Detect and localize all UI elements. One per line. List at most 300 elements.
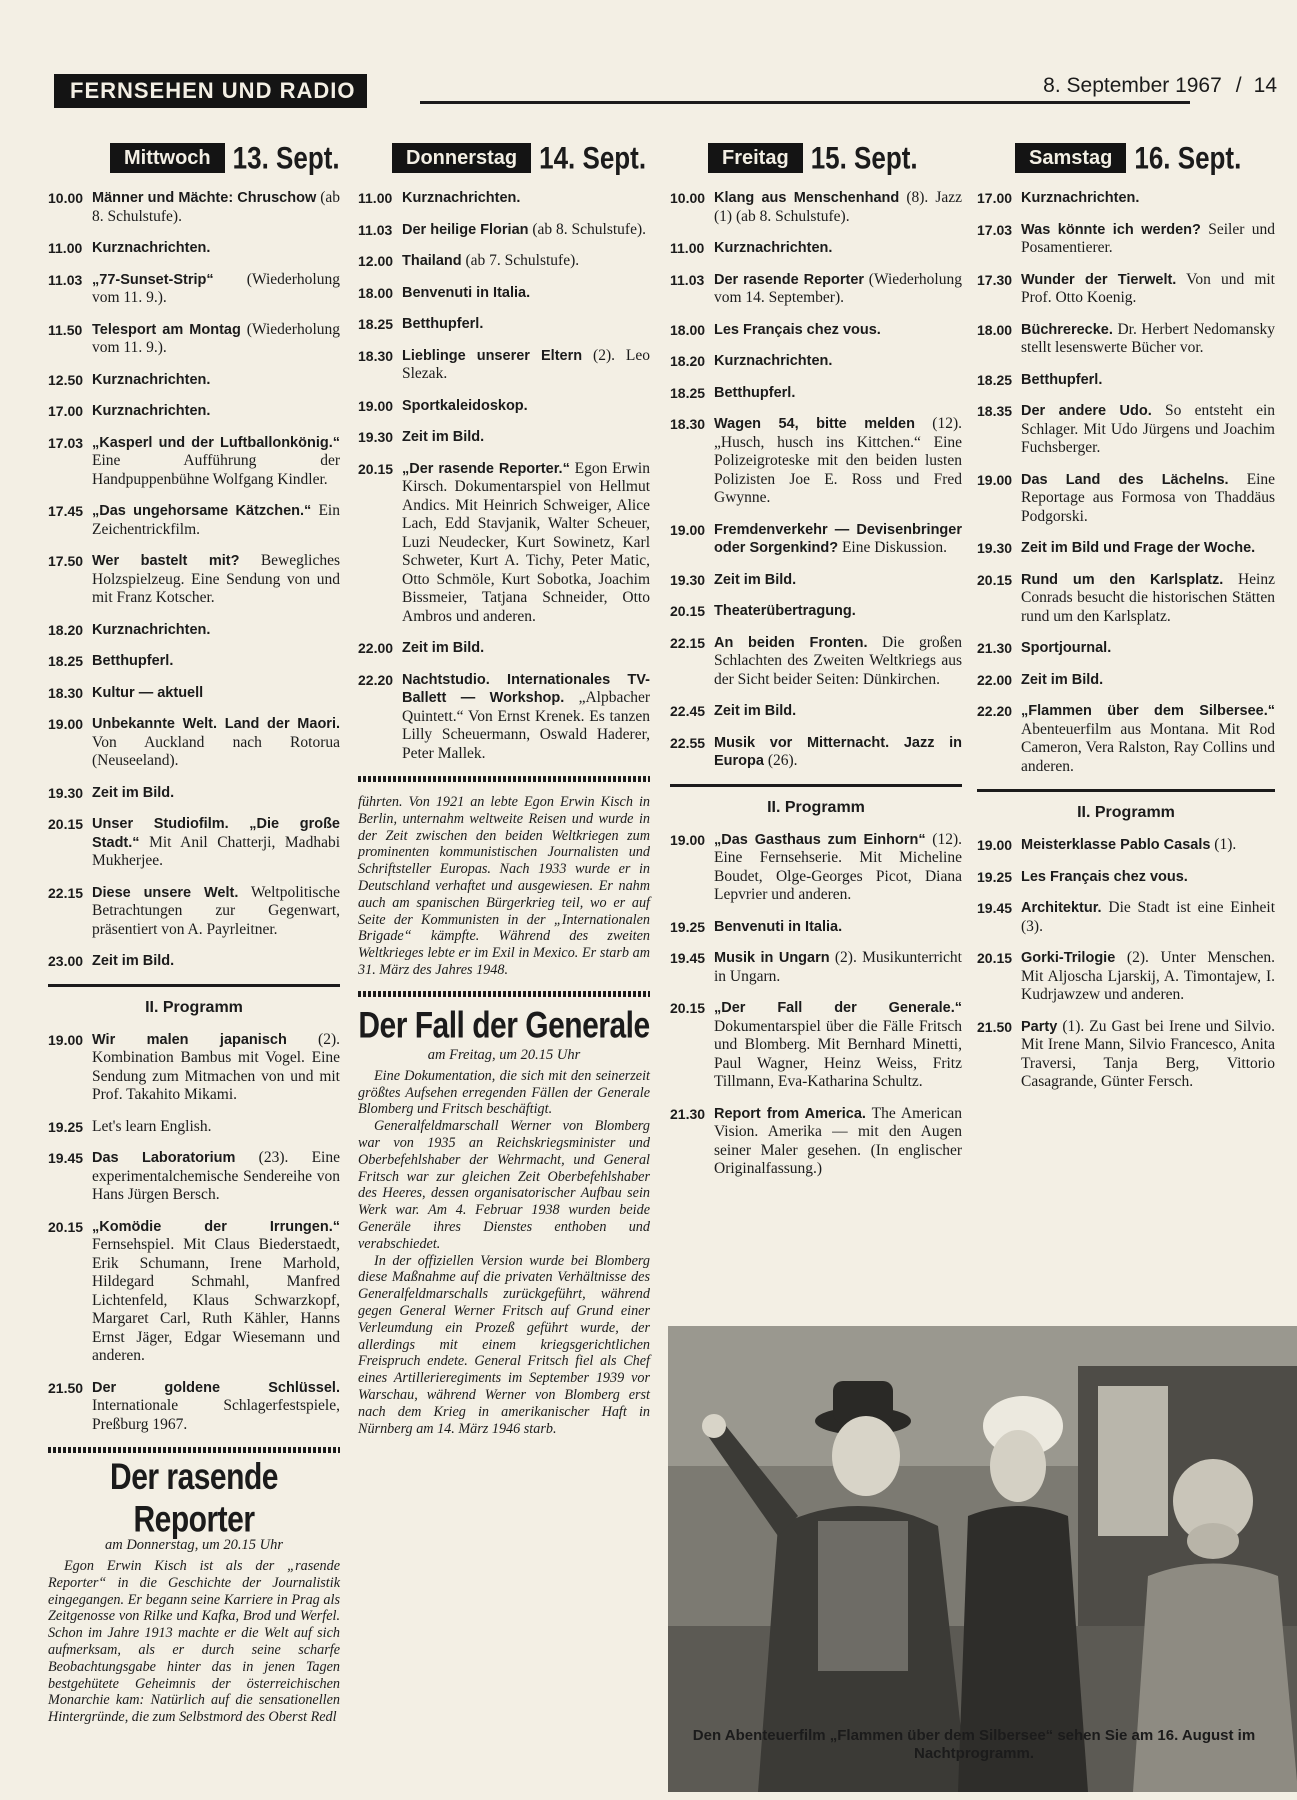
program-text	[92, 784, 340, 803]
program-description: (2). Unter Menschen. Mit Aljoscha Ljarskij, A. Timontajew, I. Kudrjawzew und anderen.	[1021, 949, 1275, 1003]
program-time: 20.15	[670, 603, 706, 619]
article-subtitle: am Freitag, um 20.15 Uhr	[427, 1046, 581, 1063]
program-entry	[48, 271, 340, 308]
program-title: Thailand	[402, 253, 462, 269]
program-time: 11.03	[358, 221, 393, 238]
program-description: Mit Anil Chatterji, Madhabi Mukherjee.	[92, 833, 340, 869]
program-text	[402, 189, 650, 208]
program-text	[402, 639, 650, 658]
program-text	[92, 239, 340, 258]
program-description: Dokumentarspiel über die Fälle Fritsch und Blomberg. Mit Bernhard Minetti, Paul Wagner, Heinz Weiss, Fritz Tillmann, Eva-Katharina Schultz.	[714, 1017, 962, 1090]
program-time: 18.20	[48, 621, 84, 638]
program-list	[670, 189, 962, 771]
program-time: 11.00	[670, 240, 705, 256]
program-text	[1021, 371, 1275, 390]
program-text	[402, 428, 650, 447]
program-entry	[48, 1031, 340, 1105]
program-text	[402, 671, 650, 764]
program-time: 18.30	[48, 684, 84, 701]
program-title: Klang aus Menschenhand	[714, 190, 900, 206]
program-time: 19.00	[48, 716, 84, 732]
program-title: „Kasperl und der Luftballonkönig.“	[92, 434, 340, 451]
section-label: FERNSEHEN UND RADIO	[54, 74, 367, 108]
program-description: (1).	[1214, 836, 1237, 853]
program-text	[1021, 402, 1275, 458]
program-time: 19.00	[48, 1031, 84, 1048]
program-title: Kurznachrichten.	[92, 240, 211, 256]
program-title: Was könnte ich werden?	[1021, 221, 1201, 238]
program-title: Kultur — aktuell	[92, 684, 204, 701]
program-time: 12.00	[358, 253, 394, 269]
program-entry	[977, 539, 1275, 558]
program-entry	[48, 371, 340, 390]
program-text	[402, 284, 650, 303]
program-title: Meisterklasse Pablo Casals	[1021, 837, 1211, 853]
program-text	[1021, 189, 1275, 208]
program-text	[714, 734, 962, 771]
program-title: Kurznachrichten.	[1021, 190, 1140, 206]
program-time: 10.00	[48, 190, 84, 206]
program-title: Lieblinge unserer Eltern	[402, 347, 583, 364]
program-entry	[48, 239, 340, 258]
program2-list	[977, 836, 1275, 1092]
program-description: Von und mit Prof. Otto Koenig.	[1021, 270, 1275, 306]
program-time: 19.25	[48, 1118, 84, 1135]
program-text	[92, 402, 340, 421]
program-description: (12). Eine Fernsehserie. Mit Micheline Boudet, Olge-Georges Picot, Diana Lepvrier und anderen.	[714, 830, 962, 903]
program-text	[92, 189, 340, 226]
program-text	[1021, 571, 1275, 627]
program-title: Der rasende Reporter	[714, 271, 865, 288]
program-time: 21.30	[977, 640, 1013, 656]
program-description: (1). Zu Gast bei Irene und Silvio. Mit Irene Mann, Silvio Francesco, Anita Traversi, Tanja Berg, Vittorio Casagrande, Günter Fersch.	[1021, 1017, 1275, 1090]
program-text	[92, 1379, 340, 1435]
program-time: 19.45	[977, 900, 1013, 916]
program-entry	[358, 252, 650, 271]
header-date: 8. September 1967 / 14	[1043, 74, 1277, 97]
program-title: Zeit im Bild.	[92, 784, 175, 801]
program-time: 18.25	[358, 316, 394, 332]
film-still-photo	[668, 1326, 1297, 1792]
program-title: Das Land des Lächelns.	[1021, 471, 1229, 488]
program-text	[1021, 321, 1275, 358]
program-entry	[977, 702, 1275, 776]
program-time: 22.55	[670, 734, 706, 751]
day-header	[1015, 137, 1275, 177]
program-time: 19.00	[670, 831, 706, 848]
program-title: Zeit im Bild.	[714, 571, 797, 588]
program-entry	[670, 189, 962, 226]
program-time: 19.30	[670, 571, 706, 588]
program-entry	[977, 571, 1275, 627]
program-time: 18.20	[670, 353, 706, 369]
program-entry	[977, 899, 1275, 936]
column-wednesday	[48, 137, 340, 1726]
program-title: Büchrerecke.	[1021, 321, 1113, 338]
program-title: Betthupferl.	[92, 653, 174, 669]
day-name: Freitag	[708, 143, 803, 173]
program-description: Seiler und Posamentierer.	[1021, 220, 1276, 256]
program-title: „Flammen über dem Silbersee.“	[1021, 703, 1275, 719]
program-title: Rund um den Karlsplatz.	[1021, 571, 1224, 588]
program-text	[92, 552, 340, 608]
program-entry	[977, 371, 1275, 390]
program-time: 17.03	[977, 221, 1013, 238]
program-entry	[358, 397, 650, 416]
program-description: (2). Leo Slezak.	[402, 346, 651, 382]
column-saturday	[977, 137, 1275, 1105]
program-entry	[48, 402, 340, 421]
program-text	[714, 949, 962, 986]
program-description: Fernsehspiel. Mit Claus Biederstaedt, Erik Schumann, Irene Marhold, Hildegard Schmahl, Manfred Lichtenfeld, Klaus Schwarzkopf, Margaret Carl, Ruth Kähler, Hanns Ernst Jäger, Edgar Wiesemann und anderen.	[92, 1236, 340, 1364]
program-text	[92, 684, 340, 703]
header-rule	[420, 101, 1190, 104]
program-time: 17.45	[48, 503, 84, 519]
program-time: 22.15	[48, 884, 84, 901]
program-title: Männer und Mächte: Chruschow	[92, 190, 317, 206]
program-entry	[48, 552, 340, 608]
program-text	[92, 434, 340, 490]
program-time: 22.45	[670, 703, 706, 719]
separator	[670, 784, 962, 787]
program-description: Egon Erwin Kirsch. Dokumentarspiel von Hellmut Andics. Mit Heinrich Schweiger, Alice Lach, Edd Stavjanik, Walter Scheuer, Luzi Neudecker, Kurt Sowinetz, Karl Schweter, Kurt A. Tichy, Peter Matic, Otto Schmöle, Kurt Sobotka, Joachim Bissmeier, Tatjana Schneider, Otto Ambros und anderen.	[402, 459, 650, 625]
program-description: (2). Kombination Bambus mit Vogel. Eine Sendung zum Mitmachen von und mit Prof. Takahito Mikami.	[92, 1030, 340, 1103]
program-text	[402, 347, 650, 384]
program-time: 20.15	[48, 1218, 84, 1235]
day-name: Mittwoch	[110, 143, 225, 173]
program-text	[714, 189, 962, 226]
program-entry	[670, 634, 962, 690]
day-name: Samstag	[1015, 143, 1126, 173]
program-entry	[48, 1379, 340, 1435]
program-time: 22.00	[358, 640, 394, 656]
program-time: 17.00	[48, 403, 84, 419]
article-body: Eine Dokumentation, die sich mit den seinerzeit größtes Aufsehen erregenden Fällen der Generale Blomberg und Fritsch beschäftigt. Generalfeldmarschall Werner von Blomberg war von 1935 an Reichskriegsminister und Oberbefehlshaber der Wehrmacht, und General Fritsch war zur gleichen Zeit Oberbefehlshaber des Heeres, dessen organisatorischer Aufbau sein Werk war. Am 4. Februar 1938 wurden beide Generäle ihres Dienstes enthoben und verabschiedet. In der offiziellen Version wurde bei Blomberg diese Maßnahme auf die privaten Verhältnisse des Generalfeldmarschalls zurückgeführt, während gegen General Werner Fritsch auf Grund einer Verleumdung ein Prozeß geführt wurde, der allerdings mit einem kriegsgerichtlichen Freispruch endete. General Fritsch fiel als Chef eines Artillerieregiments im September 1939 vor Warschau, während Werner von Blomberg erst nach dem Krieg in amerikanischer Haft in Nürnberg am 14. März 1946 starb.	[358, 1067, 650, 1437]
program-title: Das Laboratorium	[92, 1150, 236, 1166]
program-text	[402, 397, 650, 416]
program-time: 18.00	[358, 284, 394, 301]
program-text	[92, 502, 340, 539]
program-title: „Das ungehorsame Kätzchen.“	[92, 503, 312, 519]
program-title: „Der Fall der Generale.“	[714, 1000, 962, 1016]
program-title: Report from America.	[714, 1105, 866, 1122]
program-title: Musik vor Mitternacht. Jazz in Europa	[714, 734, 962, 769]
program-title: Architektur.	[1021, 900, 1102, 916]
program-text	[92, 621, 340, 640]
program-entry	[670, 831, 962, 905]
article-subtitle: am Donnerstag, um 20.15 Uhr	[104, 1537, 284, 1553]
program-title: Fremdenverkehr — Devisenbringer oder Sorgenkind?	[714, 521, 962, 556]
program-title: „Der rasende Reporter.“	[402, 460, 570, 477]
program-time: 18.30	[670, 416, 706, 432]
program-description: Die Stadt ist eine Einheit (3).	[1021, 899, 1275, 935]
day-date: 13. Sept.	[232, 139, 340, 176]
program-entry	[358, 284, 650, 303]
program-entry	[977, 271, 1275, 308]
program-text	[714, 571, 962, 590]
program-text	[92, 815, 340, 871]
program-entry	[670, 271, 962, 308]
program-entry	[977, 189, 1275, 208]
program-entry	[977, 868, 1275, 887]
program-description: So entsteht ein Schlager. Mit Udo Jürgens und Joachim Fuchsberger.	[1021, 402, 1276, 456]
program-text	[714, 918, 962, 937]
program-text	[1021, 271, 1275, 308]
program-entry	[358, 639, 650, 658]
program-title: Sportjournal.	[1021, 640, 1112, 656]
program-title: Zeit im Bild.	[92, 953, 175, 969]
program-entry	[670, 352, 962, 371]
program-description: Heinz Conrads besucht die historischen Stätten rund um den Karlsplatz.	[1021, 570, 1275, 625]
program-text	[92, 1118, 340, 1137]
program-description: (ab 8. Schulstufe).	[532, 220, 647, 238]
program-description: Eine Aufführung der Handpuppenbühne Wolfgang Kindler.	[92, 452, 340, 488]
program-title: Zeit im Bild.	[1021, 671, 1104, 688]
program-description: „Alpbacher Quintett.“ Von Ernst Krenek. Es tanzen Lilly Scheuermann, Oswald Haderer, Peter Mallek.	[402, 689, 650, 762]
program-title: Kurznachrichten.	[92, 621, 211, 638]
program-entry	[48, 321, 340, 358]
program-text	[402, 221, 650, 240]
program-entry	[670, 999, 962, 1092]
separator	[48, 984, 340, 987]
program-title: Musik in Ungarn	[714, 950, 830, 966]
issue-date: 8. September 1967	[1043, 74, 1222, 97]
program-title: Party	[1021, 1018, 1058, 1035]
dotted-separator	[358, 991, 650, 997]
program-time: 20.15	[358, 460, 394, 477]
program-entry	[670, 949, 962, 986]
program-title: Sportkaleidoskop.	[402, 397, 528, 414]
program-time: 18.35	[977, 403, 1013, 419]
program-text	[92, 271, 340, 308]
program-entry	[48, 715, 340, 771]
program-time: 19.25	[670, 918, 706, 935]
program-list	[358, 189, 650, 763]
program-text	[714, 999, 962, 1092]
program-time: 17.50	[48, 553, 84, 569]
program-text	[1021, 471, 1275, 527]
program-entry	[670, 239, 962, 258]
program-text	[714, 239, 962, 258]
program-list	[977, 189, 1275, 776]
separator	[977, 789, 1275, 792]
program-time: 19.00	[977, 837, 1013, 853]
program-entry	[48, 684, 340, 703]
day-header	[708, 137, 962, 177]
program-title: Der goldene Schlüssel.	[92, 1379, 340, 1396]
program-time: 20.15	[977, 571, 1013, 588]
program-description: (2). Musikunterricht in Ungarn.	[714, 949, 962, 985]
program-entry	[48, 652, 340, 671]
program-title: Der andere Udo.	[1021, 403, 1152, 419]
photo-illustration	[668, 1326, 1297, 1792]
program-entry	[48, 189, 340, 226]
program-entry	[48, 815, 340, 871]
article-title: Der rasende Reporter	[110, 1456, 278, 1541]
program-entry	[977, 221, 1275, 258]
program-title: Zeit im Bild.	[402, 640, 485, 656]
program-title: Wer bastelt mit?	[92, 553, 240, 569]
program-text	[714, 384, 962, 403]
program-text	[714, 602, 962, 621]
program-entry	[670, 521, 962, 558]
program-title: Betthupferl.	[402, 316, 484, 332]
program-text	[714, 1105, 962, 1179]
program-title: Kurznachrichten.	[92, 371, 211, 388]
program-entry	[358, 189, 650, 208]
program-text	[1021, 899, 1275, 936]
program-time: 17.03	[48, 434, 84, 451]
program-title: Les Français chez vous.	[714, 321, 881, 338]
program-text	[92, 1218, 340, 1366]
program-description: Eine Reportage aus Formosa von Thaddäus Podgorski.	[1021, 470, 1276, 525]
day-header	[392, 137, 650, 177]
program-time: 22.00	[977, 671, 1013, 688]
program-text	[1021, 949, 1275, 1005]
program-text	[1021, 1018, 1275, 1092]
program2-list	[670, 831, 962, 1179]
program-text	[1021, 539, 1275, 558]
program-time: 17.00	[977, 190, 1013, 206]
program-description: Bewegliches Holzspielzeug. Eine Sendung von und mit Franz Kotscher.	[92, 552, 341, 606]
program-time: 20.15	[48, 816, 84, 832]
program-time: 21.30	[670, 1105, 706, 1122]
program-text	[402, 315, 650, 334]
program2-list	[48, 1031, 340, 1435]
program-text	[714, 321, 962, 340]
program-entry	[670, 918, 962, 937]
program-entry	[48, 952, 340, 971]
program-time: 18.00	[670, 321, 706, 338]
program-entry	[670, 571, 962, 590]
program-entry	[670, 1105, 962, 1179]
day-date: 14. Sept.	[539, 139, 647, 176]
program-title: Zeit im Bild und Frage der Woche.	[1021, 540, 1256, 556]
program-text	[92, 1031, 340, 1105]
program-title: „Das Gasthaus zum Einhorn“	[714, 831, 926, 848]
program-time: 19.30	[358, 429, 394, 445]
program-entry	[48, 502, 340, 539]
program-entry	[670, 321, 962, 340]
program-time: 11.03	[48, 271, 83, 288]
program-description: The American Vision. Amerika — mit den Augen seiner Maler gesehen. (In englischer Originalfassung.)	[714, 1104, 962, 1177]
program-time: 23.00	[48, 953, 84, 969]
program-title: Diese unsere Welt.	[92, 884, 239, 901]
day-header	[110, 137, 340, 177]
program-time: 11.00	[358, 190, 393, 206]
program-description: (ab 8. Schulstufe).	[92, 189, 340, 225]
program-title: Unbekannte Welt. Land der Maori.	[92, 716, 340, 732]
program-description: Eine Diskussion.	[841, 539, 948, 556]
program-title: Wagen 54, bitte melden	[714, 416, 915, 432]
program-entry	[358, 460, 650, 627]
day-date: 16. Sept.	[1134, 139, 1242, 176]
program-time: 11.50	[48, 321, 83, 338]
program-time: 21.50	[977, 1018, 1013, 1035]
program-text	[714, 831, 962, 905]
program-entry	[358, 428, 650, 447]
program-time: 22.20	[977, 703, 1013, 719]
page-number: 14	[1253, 74, 1277, 97]
program-text	[92, 371, 340, 390]
program-description: Weltpolitische Betrachtungen zur Gegenwart, präsentiert von A. Payrleitner.	[92, 883, 340, 938]
program-title: „Komödie der Irrungen.“	[92, 1218, 340, 1235]
program-entry	[670, 384, 962, 403]
program-description: (ab 7. Schulstufe).	[465, 252, 580, 269]
program-time: 19.00	[977, 471, 1013, 488]
program-time: 12.50	[48, 371, 84, 388]
program-time: 20.15	[670, 1000, 706, 1016]
dotted-separator	[48, 1447, 340, 1453]
program-description: (Wiederholung vom 14. September).	[714, 270, 962, 306]
day-date: 15. Sept.	[810, 139, 918, 176]
program-title: Gorki-Trilogie	[1021, 950, 1116, 966]
program-time: 22.15	[670, 634, 706, 651]
column-thursday	[358, 137, 650, 1437]
program-title: Betthupferl.	[1021, 371, 1103, 388]
photo-caption: Den Abenteuerfilm „Flammen über dem Silbersee“ sehen Sie am 16. August im Nachtprogramm.	[692, 1727, 1256, 1762]
program-time: 11.03	[670, 271, 705, 288]
column-friday	[670, 137, 962, 1192]
program-title: Unser Studiofilm. „Die große Stadt.“	[92, 816, 340, 851]
day-name: Donnerstag	[392, 143, 531, 173]
program-title: Kurznachrichten.	[714, 240, 833, 256]
program-time: 18.25	[977, 371, 1013, 388]
program-text	[92, 321, 340, 358]
program-text	[714, 352, 962, 371]
program-text	[92, 1149, 340, 1205]
program-description: (Wiederholung vom 11. 9.).	[92, 270, 340, 306]
program-title: Nachtstudio. Internationales TV-Ballett — Workshop.	[402, 671, 650, 706]
program-entry	[670, 734, 962, 771]
program-text	[714, 271, 962, 308]
program-title: Kurznachrichten.	[714, 353, 833, 369]
program-entry	[358, 315, 650, 334]
program-text	[1021, 836, 1275, 855]
program-text	[92, 952, 340, 971]
program2-heading: II. Programm	[767, 798, 865, 816]
program-time: 17.30	[977, 271, 1013, 288]
program-title: Les Français chez vous.	[1021, 868, 1188, 885]
program-entry	[670, 415, 962, 508]
program-entry	[48, 621, 340, 640]
program-entry	[48, 1149, 340, 1205]
program-description: (12). „Husch, husch ins Kittchen.“ Eine Polizeigroteske mit den beiden lusten Polizisten Joe E. Ross und Fred Gwynne.	[714, 415, 962, 506]
program-time: 20.15	[977, 950, 1013, 966]
program-time: 19.45	[670, 950, 706, 966]
program-description: (Wiederholung vom 11. 9.).	[92, 320, 341, 356]
program-entry	[48, 1218, 340, 1366]
program2-heading: II. Programm	[145, 998, 243, 1016]
program-text	[714, 634, 962, 690]
program-title: „77-Sunset-Strip“	[92, 271, 214, 288]
program-entry	[48, 784, 340, 803]
program-title: Telesport am Montag	[92, 321, 241, 338]
program-title: Betthupferl.	[714, 384, 796, 401]
program-text	[92, 652, 340, 671]
program-title: Theaterübertragung.	[714, 603, 856, 619]
program-text	[714, 702, 962, 721]
program-title: Wir malen japanisch	[92, 1031, 287, 1048]
program-description: Abenteuerfilm aus Montana. Mit Rod Cameron, Vera Ralston, Ray Collins und anderen.	[1021, 720, 1275, 775]
program-description: Die großen Schlachten des Zweiten Weltkriegs aus der Sicht beider Seiten: Dünkirchen.	[714, 633, 963, 688]
program-text	[1021, 702, 1275, 776]
program-title: An beiden Fronten.	[714, 634, 868, 651]
program-time: 19.30	[48, 784, 84, 801]
program-time: 19.25	[977, 868, 1013, 885]
program-description: Internationale Schlagerfestspiele, Preßburg 1967.	[92, 1397, 340, 1433]
program-entry	[977, 321, 1275, 358]
